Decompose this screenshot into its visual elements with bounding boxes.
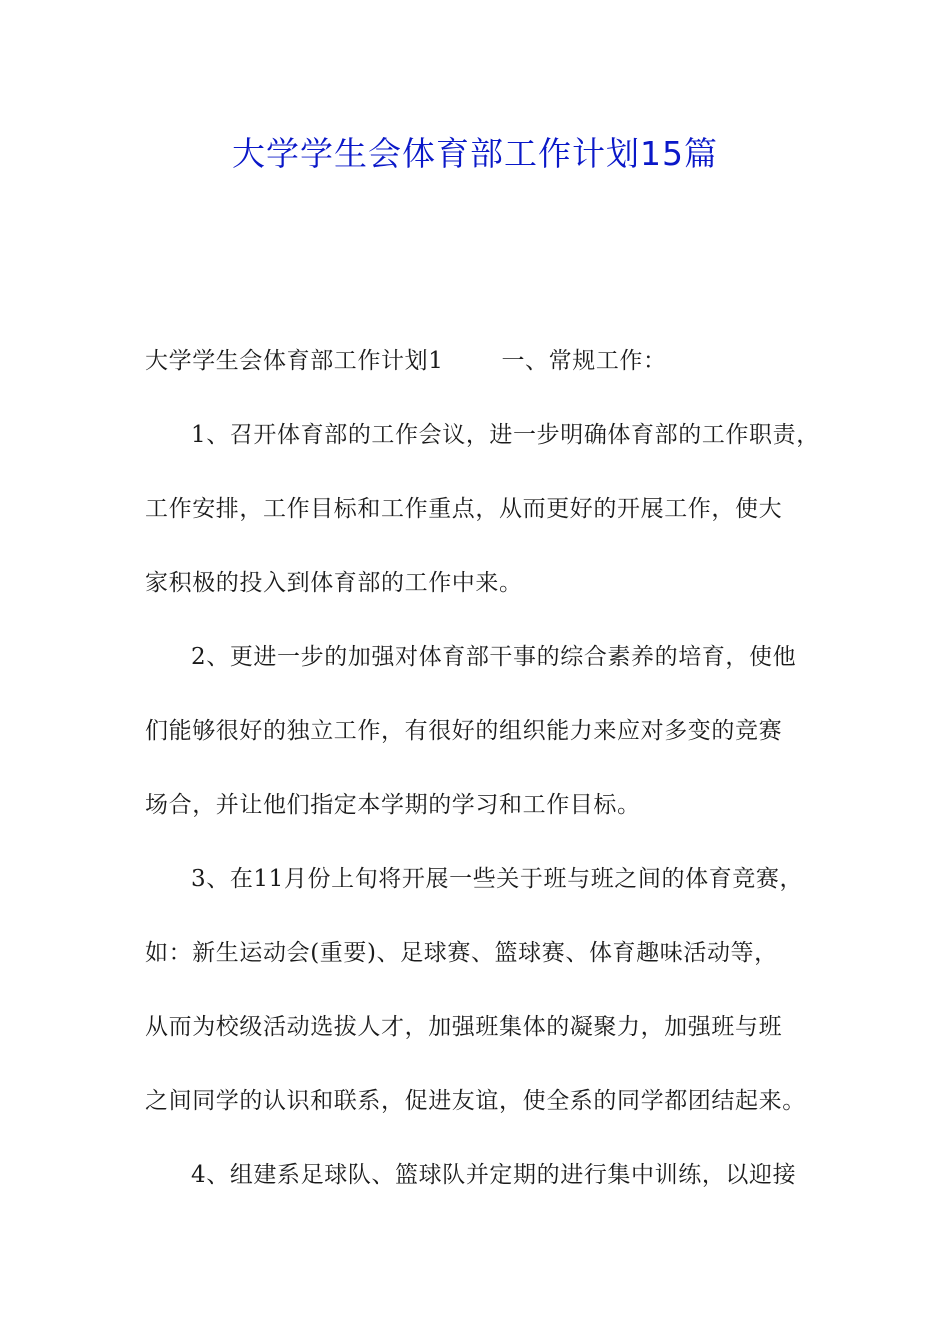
paragraph-line: 1、召开体育部的工作会议，进一步明确体育部的工作职责， <box>191 422 820 448</box>
document-title: 大学学生会体育部工作计划15篇 <box>232 134 718 173</box>
paragraph-line: 们能够很好的独立工作，有很好的组织能力来应对多变的竞赛 <box>145 718 783 744</box>
paragraph-line: 2、更进一步的加强对体育部干事的综合素养的培育，使他 <box>191 644 797 670</box>
paragraph-line: 之间同学的认识和联系，促进友谊，使全系的同学都团结起来。 <box>145 1088 806 1114</box>
paragraph-line: 工作安排，工作目标和工作重点，从而更好的开展工作，使大 <box>145 496 783 522</box>
plan-heading: 大学学生会体育部工作计划1 <box>145 348 444 374</box>
document-body <box>145 343 820 1203</box>
section-heading-line <box>145 343 667 379</box>
paragraph-line: 如：新生运动会(重要)、足球赛、篮球赛、体育趣味活动等， <box>145 940 778 966</box>
paragraph-line: 家积极的投入到体育部的工作中来。 <box>145 570 523 596</box>
paragraph-line: 场合，并让他们指定本学期的学习和工作目标。 <box>145 792 641 818</box>
paragraph-line: 3、在11月份上旬将开展一些关于班与班之间的体育竞赛， <box>191 866 804 892</box>
section-heading: 一、常规工作： <box>501 348 667 374</box>
paragraph-line: 4、组建系足球队、篮球队并定期的进行集中训练，以迎接 <box>191 1162 797 1188</box>
paragraph-line: 从而为校级活动选拔人才，加强班集体的凝聚力，加强班与班 <box>145 1014 783 1040</box>
